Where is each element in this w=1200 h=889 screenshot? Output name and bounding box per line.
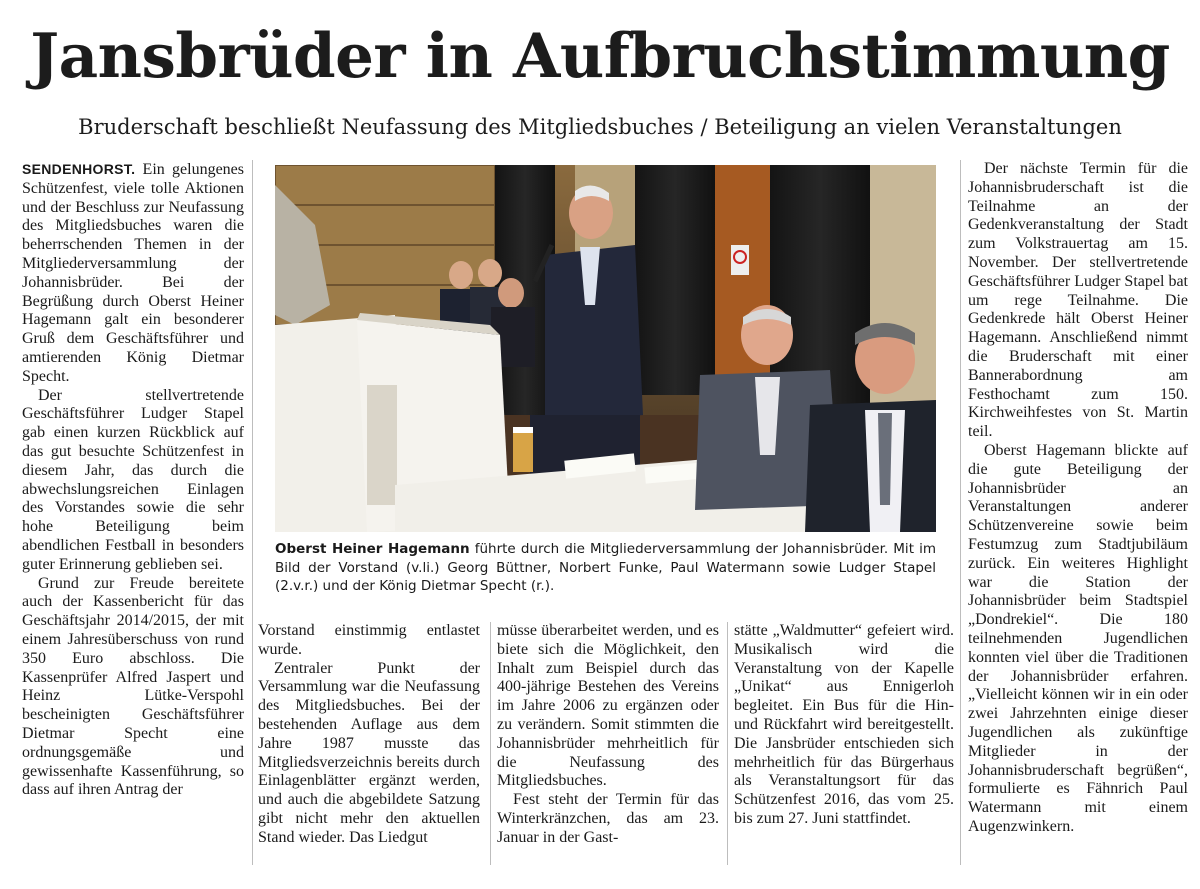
article-column-4 — [734, 622, 954, 829]
column-rule — [490, 622, 491, 865]
paragraph: Zentraler Punkt der Versammlung war die Neufassung des Mitgliedsbuches. Bei der bestehenden Auflage aus dem Jahre 1987 musste das Mitgliedsverzeichnis bereits durch Einlagenblätter ergänzt werden, und auch die abgebildete Satzung gibt nicht mehr den aktuellen Stand wieder. Das Liedgut — [258, 659, 480, 846]
article-column-3 — [497, 622, 719, 848]
paragraph: stätte „Waldmutter“ gefeiert wird. Musikalisch wird die Veranstaltung von der Kapelle „Unikat“ aus Ennigerloh begleitet. Ein Bus für die Hin- und Rückfahrt wird bereitgestellt. Die Jansbrüder entschieden sich mehrheitlich für das Bürgerhaus als Veranstaltungsort für das Schützenfest 2016, das vom 25. bis zum 27. Juni stattfindet. — [734, 622, 954, 827]
column-rule — [960, 160, 961, 865]
paragraph-text: Ein gelungenes Schützenfest, viele tolle Aktionen und der Beschluss zur Neufassung des Mitgliedsbuches waren die beherrschenden Themen in der Mitgliederversammlung der Johannisbrüder. Bei der Begrüßung durch Oberst Heiner Hagemann galt ein besonderer Gruß dem Geschäftsführer und amtierenden König Dietmar Specht. — [22, 161, 244, 385]
paragraph: Fest steht der Termin für das Winterkränzchen, das am 23. Januar in der Gast- — [497, 791, 719, 846]
photo-illustration — [275, 165, 936, 532]
paragraph: müsse überarbeitet werden, und es biete sich die Möglichkeit, den Inhalt zum Beispiel durch das 400-jährige Bestehen des Vereins im Jahre 2006 zu ergänzen oder zu verändern. Somit stimmten die Johannisbrüder mehrheitlich für die Neufassung des Mitgliedsbuches. — [497, 622, 719, 790]
paragraph: Der nächste Termin für die Johannisbruderschaft ist die Teilnahme an der Gedenkveranstaltung der Stadt zum Volkstrauertag am 15. November. Der stellvertretende Geschäftsführer Ludger Stapel bat um rege Teilnahme. Die Gedenkrede hält Oberst Heiner Hagemann. Anschließend nimmt die Bruderschaft mit einer Bannerabordnung am Festhochamt zum 150. Kirchweihfestes von St. Martin teil. — [968, 160, 1188, 441]
photo-caption — [275, 540, 936, 596]
caption-lead: Oberst Heiner Hagemann — [275, 541, 470, 557]
column-rule — [252, 160, 253, 865]
headline: Jansbrüder in Aufbruchstimmung — [30, 21, 1170, 92]
article-column-1 — [22, 160, 244, 800]
subheadline: Bruderschaft beschließt Neufassung des Mitgliedsbuches / Beteiligung an vielen Veranstaltungen — [78, 115, 1122, 139]
column-rule — [727, 622, 728, 865]
paragraph: Oberst Hagemann blickte auf die gute Beteiligung der Johannisbrüder an Veranstaltungen anderer Schützenvereine sowie beim Festumzug zum Stadtjubiläum zurück. Ein weiteres Highlight war die Station der Johannisbrüder beim Stadtspiel „Dondrekiel“. Die 180 teilnehmenden Jugendlichen konnten viel über die Traditionen der Johannisbrüder erfahren. „Vielleicht können wir in ein oder zwei Jahrzehnten einige dieser Jugendlichen als zukünftige Mitglieder in der Johannisbruderschaft begrüßen“, formulierte es Fähnrich Paul Watermann mit einem Augenzwinkern. — [968, 441, 1188, 835]
caption-text: führte durch die Mitgliederversammlung der Johannisbrüder. Mit im Bild der Vorstand (v.li.) Georg Büttner, Norbert Funke, Paul Watermann sowie Ludger Stapel (2.v.r.) und der König Dietmar Specht (r.). — [275, 541, 936, 594]
paragraph — [22, 160, 244, 387]
article-column-5 — [968, 160, 1188, 837]
article-photo — [275, 165, 936, 532]
dateline: SENDENHORST. — [22, 161, 136, 177]
paragraph: Grund zur Freude bereitete auch der Kassenbericht für das Geschäftsjahr 2014/2015, der mit einem Jahresüberschuss von rund 350 Euro abschloss. Die Kassenprüfer Alfred Jaspert und Heinz Lütke-Verspohl bescheinigten Geschäftsführer Dietmar Specht eine ordnungsgemäße und gewissenhafte Kassenführung, so dass auf ihren Antrag der — [22, 574, 244, 799]
paragraph: Der stellvertretende Geschäftsführer Ludger Stapel gab einen kurzen Rückblick auf das gut besuchte Schützenfest in diesem Jahr, das durch die abwechslungsreichen Einlagen des Vorstandes sowie die sehr hohe Beteiligung beim abendlichen Festball in besonders guter Erinnerung geblieben sei. — [22, 386, 244, 573]
paragraph: Vorstand einstimmig entlastet wurde. — [258, 622, 480, 658]
article-column-2 — [258, 622, 480, 848]
